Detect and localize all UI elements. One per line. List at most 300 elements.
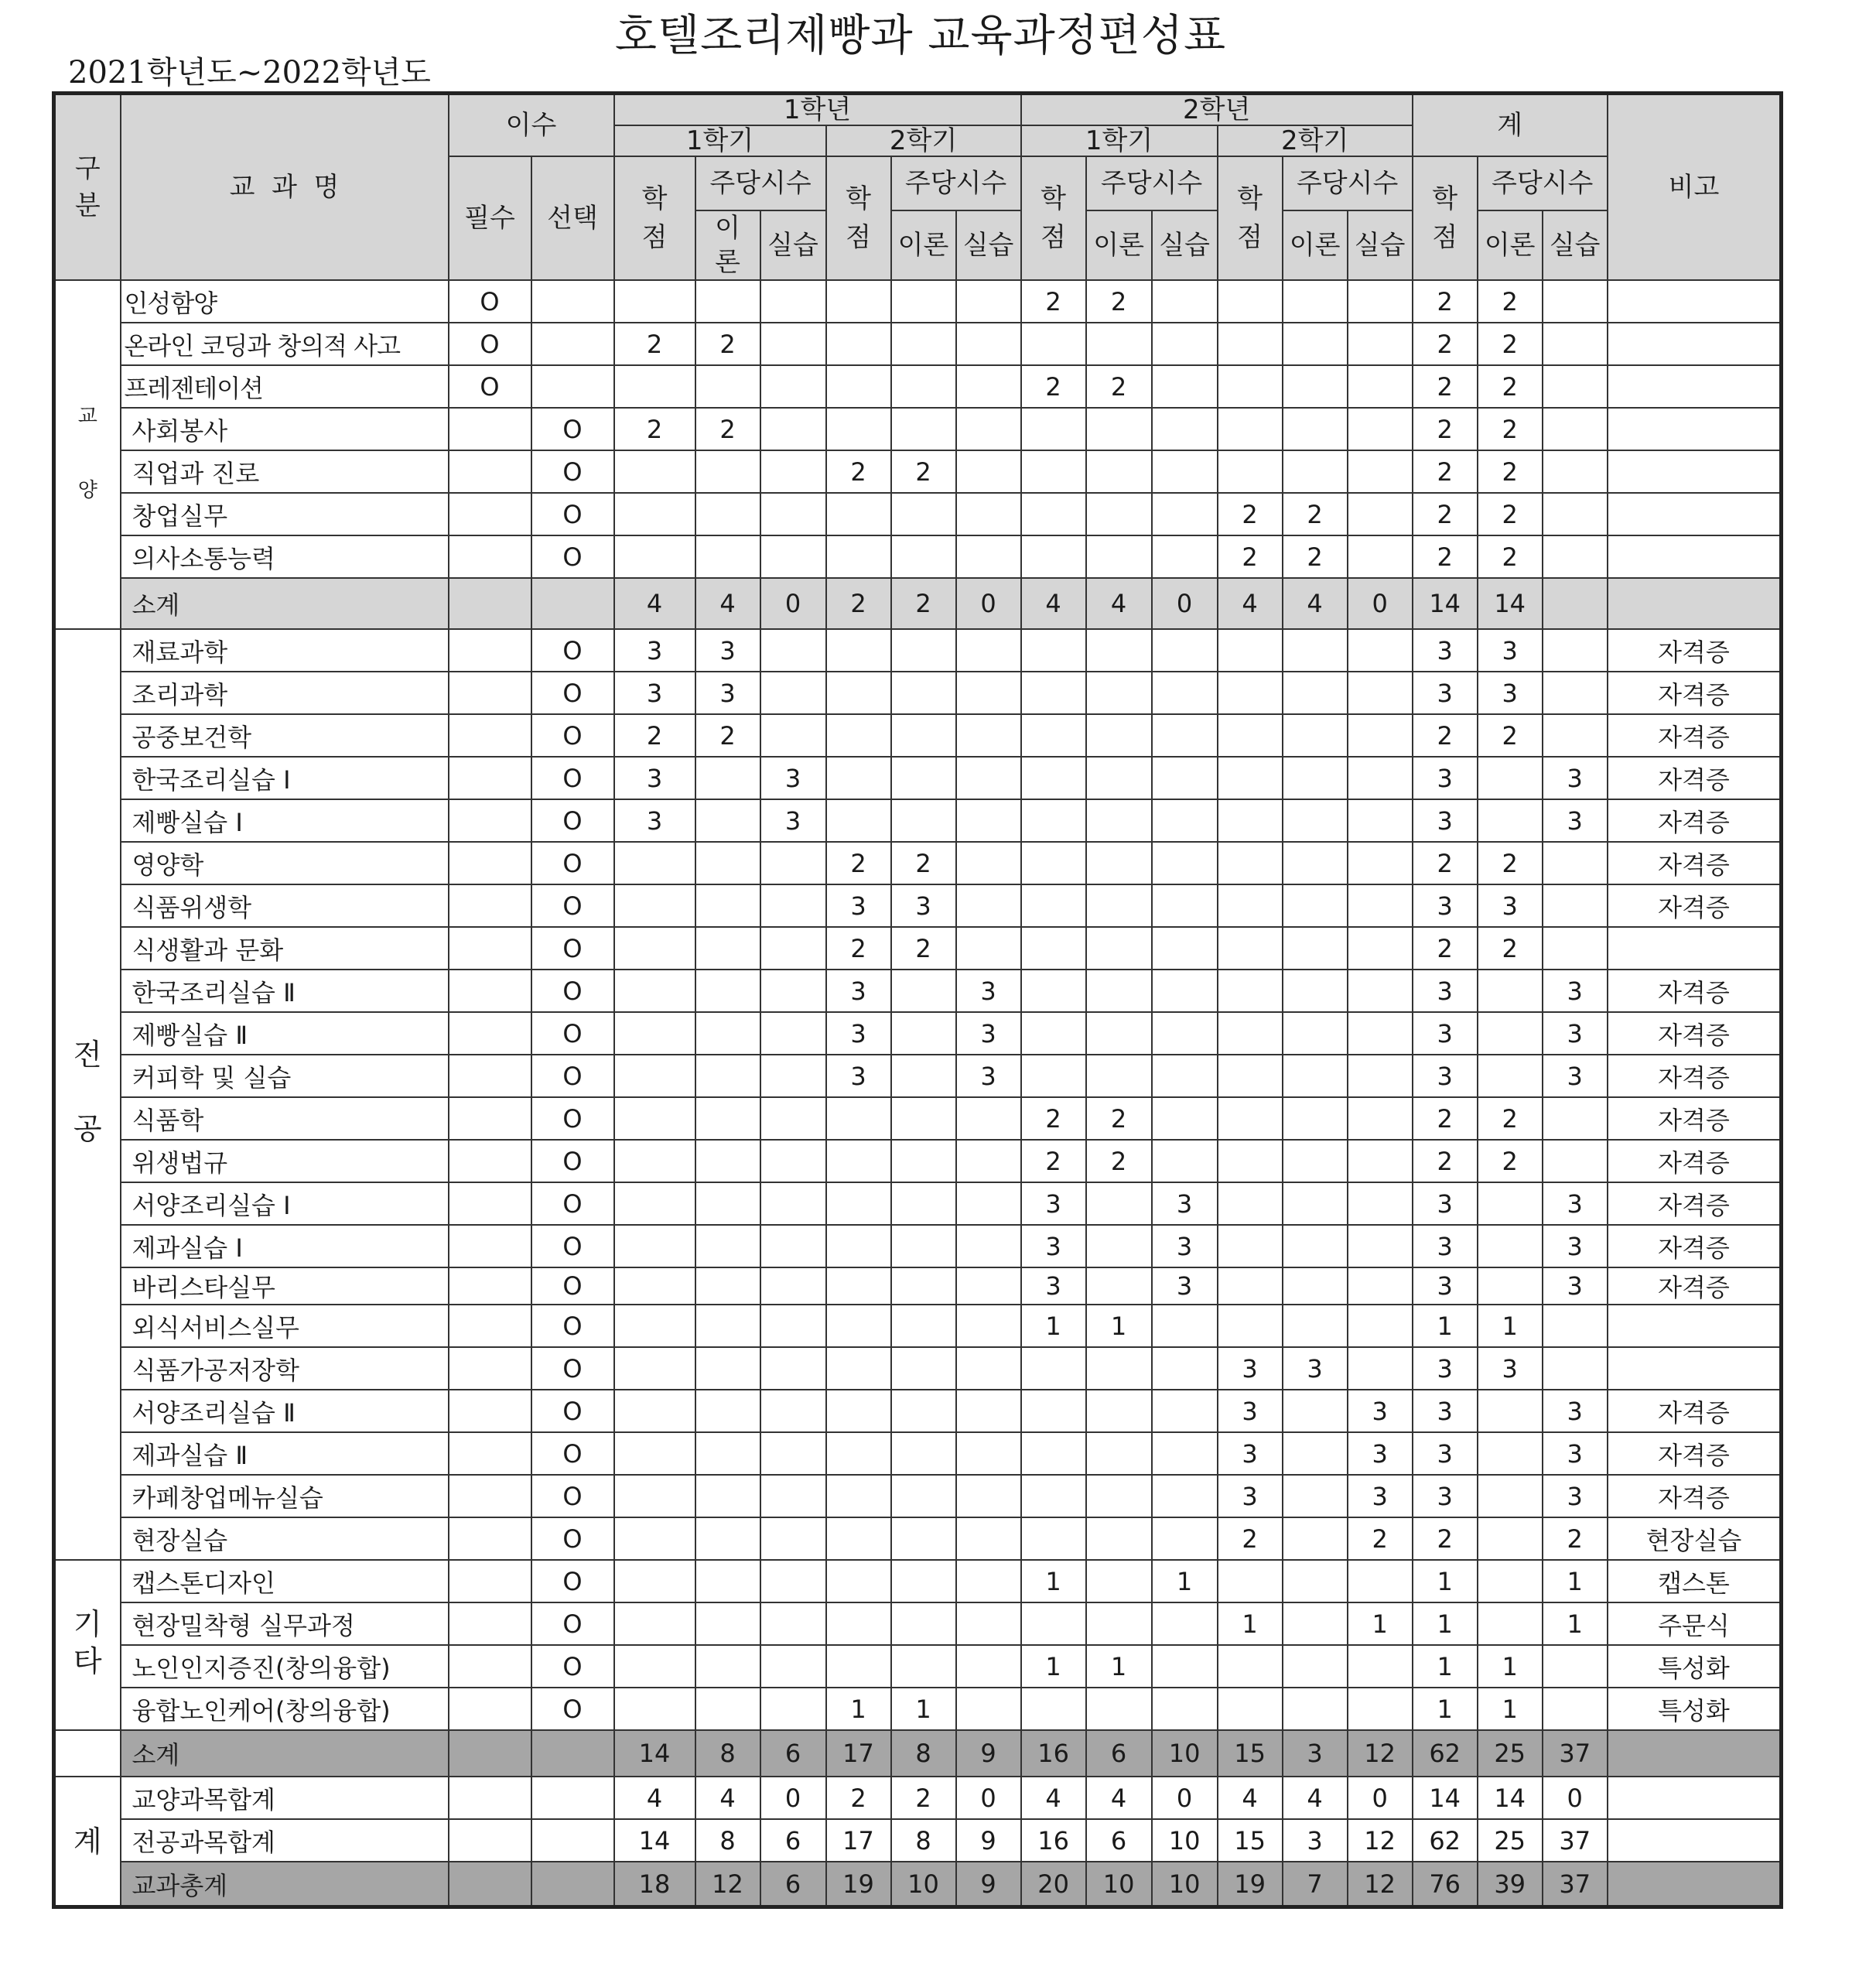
- value-cell: [695, 535, 760, 578]
- value-cell: 3: [1543, 1055, 1608, 1097]
- value-cell: 2: [1021, 365, 1086, 408]
- note-cell: [1608, 323, 1782, 365]
- value-cell: 6: [760, 1862, 826, 1907]
- value-cell: [956, 1097, 1021, 1140]
- value-cell: [1021, 450, 1086, 493]
- value-cell: 3: [760, 757, 826, 799]
- header-y1s2-weekly: 주당시수: [891, 156, 1021, 210]
- value-cell: [1283, 1560, 1348, 1602]
- value-cell: [614, 884, 695, 927]
- value-cell: [1086, 535, 1152, 578]
- value-cell: [1348, 757, 1413, 799]
- note-cell: 자격증: [1608, 1012, 1782, 1055]
- value-cell: [1152, 970, 1218, 1012]
- subject-name: 노인인지증진(창의융합): [121, 1645, 449, 1688]
- value-cell: [891, 280, 956, 323]
- subject-name: 조리과학: [121, 672, 449, 714]
- note-cell: 자격증: [1608, 1267, 1782, 1305]
- value-cell: [1152, 672, 1218, 714]
- value-cell: [1152, 927, 1218, 970]
- value-cell: 2: [1543, 1517, 1608, 1560]
- value-cell: [1478, 1560, 1543, 1602]
- note-cell: 현장실습: [1608, 1517, 1782, 1560]
- value-cell: [1086, 927, 1152, 970]
- value-cell: 1: [826, 1688, 891, 1730]
- value-cell: [760, 1182, 826, 1225]
- value-cell: 0: [760, 578, 826, 629]
- value-cell: 1: [1478, 1305, 1543, 1347]
- subject-name: 영양학: [121, 842, 449, 884]
- value-cell: [695, 1390, 760, 1432]
- value-cell: 2: [1086, 365, 1152, 408]
- value-cell: [826, 1645, 891, 1688]
- value-cell: [1021, 1347, 1086, 1390]
- header-y1s2-theory: 이론: [891, 210, 956, 280]
- value-cell: [1152, 1055, 1218, 1097]
- required-mark: [449, 1055, 531, 1097]
- page-title: 호텔조리제빵과 교육과정편성표: [614, 11, 1227, 61]
- value-cell: [956, 1517, 1021, 1560]
- value-cell: 2: [695, 323, 760, 365]
- value-cell: 3: [1413, 1475, 1478, 1517]
- value-cell: [760, 1055, 826, 1097]
- value-cell: [1543, 884, 1608, 927]
- value-cell: 62: [1413, 1819, 1478, 1862]
- value-cell: [1152, 629, 1218, 672]
- table-row: [54, 1602, 1782, 1645]
- value-cell: [891, 1140, 956, 1182]
- value-cell: 2: [1086, 1097, 1152, 1140]
- value-cell: [1152, 1012, 1218, 1055]
- table-row: [54, 629, 1782, 672]
- value-cell: 3: [1021, 1225, 1086, 1267]
- table-row: [54, 1097, 1782, 1140]
- value-cell: [1478, 970, 1543, 1012]
- value-cell: [1478, 1267, 1543, 1305]
- value-cell: [760, 280, 826, 323]
- value-cell: 2: [1283, 493, 1348, 535]
- required-mark: [449, 884, 531, 927]
- value-cell: [891, 1602, 956, 1645]
- header-y2s2-theory: 이론: [1283, 210, 1348, 280]
- table-row: [54, 1012, 1782, 1055]
- category-label: 교 양: [77, 404, 97, 502]
- value-cell: 3: [1021, 1267, 1086, 1305]
- value-cell: [826, 1560, 891, 1602]
- value-cell: [1152, 1688, 1218, 1730]
- value-cell: [1086, 970, 1152, 1012]
- value-cell: [1021, 757, 1086, 799]
- value-cell: [695, 1602, 760, 1645]
- total-label: 전공과목합계: [121, 1819, 449, 1862]
- value-cell: [1021, 1475, 1086, 1517]
- value-cell: 19: [826, 1862, 891, 1907]
- value-cell: [760, 1475, 826, 1517]
- table-row: [54, 757, 1782, 799]
- value-cell: [1283, 799, 1348, 842]
- value-cell: 1: [1413, 1688, 1478, 1730]
- value-cell: 2: [891, 842, 956, 884]
- value-cell: [695, 1305, 760, 1347]
- value-cell: 8: [695, 1819, 760, 1862]
- table-row: [54, 1560, 1782, 1602]
- value-cell: 4: [1283, 1777, 1348, 1819]
- note-cell: 자격증: [1608, 757, 1782, 799]
- value-cell: 2: [1413, 1140, 1478, 1182]
- value-cell: [695, 1475, 760, 1517]
- total-label: 교과총계: [121, 1862, 449, 1907]
- value-cell: 3: [1413, 1347, 1478, 1390]
- elective-mark: O: [531, 1347, 614, 1390]
- elective-mark: O: [531, 1305, 614, 1347]
- subject-name: 직업과 진로: [121, 450, 449, 493]
- value-cell: 3: [1543, 1390, 1608, 1432]
- value-cell: [1152, 799, 1218, 842]
- value-cell: 3: [1413, 1432, 1478, 1475]
- value-cell: 3: [614, 629, 695, 672]
- value-cell: 3: [1478, 1347, 1543, 1390]
- required-mark: [449, 1390, 531, 1432]
- value-cell: [956, 1688, 1021, 1730]
- value-cell: [614, 1645, 695, 1688]
- elective-mark: O: [531, 1055, 614, 1097]
- value-cell: [695, 1012, 760, 1055]
- value-cell: [1152, 450, 1218, 493]
- required-mark: [449, 714, 531, 757]
- value-cell: 2: [1348, 1517, 1413, 1560]
- value-cell: [1086, 1517, 1152, 1560]
- note-cell: 자격증: [1608, 842, 1782, 884]
- empty-cell: [531, 1819, 614, 1862]
- empty-cell: [449, 1730, 531, 1777]
- value-cell: 1: [1021, 1645, 1086, 1688]
- value-cell: 2: [891, 927, 956, 970]
- value-cell: [1283, 1225, 1348, 1267]
- value-cell: [891, 408, 956, 450]
- elective-mark: O: [531, 1182, 614, 1225]
- header-category: [54, 94, 121, 281]
- value-cell: 2: [614, 408, 695, 450]
- value-cell: [1218, 1688, 1283, 1730]
- required-mark: [449, 408, 531, 450]
- subject-name: 한국조리실습 Ⅱ: [121, 970, 449, 1012]
- value-cell: [1086, 450, 1152, 493]
- value-cell: [956, 1432, 1021, 1475]
- value-cell: [956, 365, 1021, 408]
- subject-name: 공중보건학: [121, 714, 449, 757]
- required-mark: [449, 1140, 531, 1182]
- elective-mark: [531, 365, 614, 408]
- value-cell: 1: [1348, 1602, 1413, 1645]
- value-cell: [1478, 1182, 1543, 1225]
- value-cell: [1218, 1267, 1283, 1305]
- note-cell: 자격증: [1608, 1182, 1782, 1225]
- elective-mark: O: [531, 1012, 614, 1055]
- value-cell: 1: [1021, 1305, 1086, 1347]
- table-row: [54, 714, 1782, 757]
- value-cell: [760, 1225, 826, 1267]
- value-cell: [1283, 1602, 1348, 1645]
- value-cell: [1086, 1347, 1152, 1390]
- value-cell: 3: [1543, 1432, 1608, 1475]
- value-cell: 1: [1021, 1560, 1086, 1602]
- required-mark: [449, 450, 531, 493]
- value-cell: [760, 884, 826, 927]
- elective-mark: O: [531, 842, 614, 884]
- table-header: [54, 94, 1782, 281]
- category-label: 기 타: [73, 1606, 102, 1678]
- value-cell: [695, 1055, 760, 1097]
- value-cell: 4: [614, 1777, 695, 1819]
- value-cell: 39: [1478, 1862, 1543, 1907]
- value-cell: [1283, 280, 1348, 323]
- value-cell: 10: [1086, 1862, 1152, 1907]
- table-row: [54, 1390, 1782, 1432]
- value-cell: [1283, 1140, 1348, 1182]
- value-cell: [1086, 1182, 1152, 1225]
- empty-cell: [1608, 1819, 1782, 1862]
- value-cell: 3: [614, 757, 695, 799]
- value-cell: [760, 714, 826, 757]
- required-mark: [449, 535, 531, 578]
- value-cell: [1348, 1182, 1413, 1225]
- value-cell: [956, 799, 1021, 842]
- elective-mark: O: [531, 714, 614, 757]
- value-cell: [956, 842, 1021, 884]
- value-cell: 14: [1478, 1777, 1543, 1819]
- value-cell: [1283, 884, 1348, 927]
- value-cell: [826, 757, 891, 799]
- subject-name: 창업실무: [121, 493, 449, 535]
- value-cell: [1021, 1517, 1086, 1560]
- value-cell: 6: [1086, 1730, 1152, 1777]
- value-cell: [1283, 1097, 1348, 1140]
- value-cell: [614, 1347, 695, 1390]
- value-cell: 4: [1086, 1777, 1152, 1819]
- value-cell: [891, 1225, 956, 1267]
- value-cell: [956, 927, 1021, 970]
- value-cell: [1218, 757, 1283, 799]
- value-cell: [956, 1182, 1021, 1225]
- table-row: [54, 672, 1782, 714]
- header-total-weekly: 주당시수: [1478, 156, 1608, 210]
- value-cell: 2: [1413, 323, 1478, 365]
- value-cell: [760, 493, 826, 535]
- value-cell: 3: [1283, 1730, 1348, 1777]
- value-cell: [695, 970, 760, 1012]
- table-row: [54, 535, 1782, 578]
- value-cell: [826, 1390, 891, 1432]
- value-cell: [614, 842, 695, 884]
- empty-cell: [449, 1862, 531, 1907]
- value-cell: [1543, 578, 1608, 629]
- value-cell: 1: [1413, 1645, 1478, 1688]
- value-cell: [1152, 1602, 1218, 1645]
- value-cell: 3: [1283, 1819, 1348, 1862]
- value-cell: [1218, 323, 1283, 365]
- value-cell: 10: [891, 1862, 956, 1907]
- value-cell: 8: [891, 1730, 956, 1777]
- note-cell: 자격증: [1608, 799, 1782, 842]
- value-cell: 3: [956, 1055, 1021, 1097]
- value-cell: [760, 1097, 826, 1140]
- value-cell: 2: [1478, 714, 1543, 757]
- elective-mark: O: [531, 1225, 614, 1267]
- table-row: [54, 280, 1782, 323]
- value-cell: 6: [760, 1819, 826, 1862]
- value-cell: [1218, 365, 1283, 408]
- value-cell: 2: [1478, 280, 1543, 323]
- value-cell: 2: [1478, 365, 1543, 408]
- value-cell: [956, 629, 1021, 672]
- value-cell: 4: [695, 578, 760, 629]
- value-cell: [614, 450, 695, 493]
- note-cell: 자격증: [1608, 672, 1782, 714]
- value-cell: 3: [956, 970, 1021, 1012]
- value-cell: [1021, 408, 1086, 450]
- value-cell: 12: [1348, 1862, 1413, 1907]
- table-row: [54, 884, 1782, 927]
- value-cell: [1543, 1097, 1608, 1140]
- value-cell: 0: [1348, 578, 1413, 629]
- value-cell: 2: [1413, 842, 1478, 884]
- required-mark: [449, 1560, 531, 1602]
- note-cell: 자격증: [1608, 1055, 1782, 1097]
- header-category-text: 구 분: [74, 153, 101, 221]
- value-cell: [891, 1390, 956, 1432]
- required-mark: [449, 1517, 531, 1560]
- value-cell: 2: [1478, 1097, 1543, 1140]
- required-mark: [449, 629, 531, 672]
- required-mark: [449, 1012, 531, 1055]
- value-cell: [1348, 1645, 1413, 1688]
- subject-name: 재료과학: [121, 629, 449, 672]
- value-cell: [1348, 842, 1413, 884]
- value-cell: [1348, 1305, 1413, 1347]
- value-cell: [1218, 714, 1283, 757]
- required-mark: [449, 1645, 531, 1688]
- value-cell: [956, 1645, 1021, 1688]
- value-cell: 2: [1413, 535, 1478, 578]
- value-cell: [826, 1475, 891, 1517]
- value-cell: [826, 323, 891, 365]
- value-cell: [826, 535, 891, 578]
- value-cell: [1478, 757, 1543, 799]
- table-row: [54, 799, 1782, 842]
- value-cell: [760, 1347, 826, 1390]
- value-cell: [956, 1602, 1021, 1645]
- value-cell: [1478, 799, 1543, 842]
- value-cell: [1543, 493, 1608, 535]
- value-cell: 3: [891, 884, 956, 927]
- value-cell: 3: [1152, 1182, 1218, 1225]
- value-cell: 10: [1152, 1819, 1218, 1862]
- elective-mark: O: [531, 1432, 614, 1475]
- value-cell: [1152, 1475, 1218, 1517]
- value-cell: 0: [760, 1777, 826, 1819]
- note-cell: 자격증: [1608, 1432, 1782, 1475]
- required-mark: [449, 757, 531, 799]
- value-cell: 16: [1021, 1730, 1086, 1777]
- table-row: [54, 323, 1782, 365]
- value-cell: [956, 1347, 1021, 1390]
- value-cell: [826, 1140, 891, 1182]
- value-cell: 2: [891, 450, 956, 493]
- value-cell: [891, 493, 956, 535]
- required-mark: [449, 1475, 531, 1517]
- value-cell: [760, 1688, 826, 1730]
- value-cell: [1086, 1012, 1152, 1055]
- value-cell: 1: [1543, 1560, 1608, 1602]
- value-cell: [891, 323, 956, 365]
- value-cell: [1152, 1432, 1218, 1475]
- value-cell: 2: [1021, 1140, 1086, 1182]
- elective-mark: O: [531, 1475, 614, 1517]
- elective-mark: O: [531, 1602, 614, 1645]
- empty-cell: [531, 1777, 614, 1819]
- value-cell: [1283, 757, 1348, 799]
- elective-mark: O: [531, 757, 614, 799]
- note-cell: [1608, 280, 1782, 323]
- value-cell: [1283, 1305, 1348, 1347]
- value-cell: 2: [1478, 842, 1543, 884]
- academic-year-label: 2021학년도~2022학년도: [68, 55, 431, 91]
- value-cell: [891, 672, 956, 714]
- empty-cell: [531, 1730, 614, 1777]
- value-cell: [1283, 1517, 1348, 1560]
- value-cell: [891, 629, 956, 672]
- value-cell: 37: [1543, 1730, 1608, 1777]
- subject-name: 커피학 및 실습: [121, 1055, 449, 1097]
- value-cell: [614, 1305, 695, 1347]
- value-cell: [891, 1645, 956, 1688]
- value-cell: [891, 714, 956, 757]
- header-total-theory: 이론: [1478, 210, 1543, 280]
- value-cell: 3: [1413, 757, 1478, 799]
- value-cell: 3: [1283, 1347, 1348, 1390]
- value-cell: 4: [1021, 1777, 1086, 1819]
- value-cell: [1086, 408, 1152, 450]
- value-cell: [1348, 535, 1413, 578]
- value-cell: 14: [1413, 1777, 1478, 1819]
- value-cell: [891, 799, 956, 842]
- value-cell: 3: [695, 629, 760, 672]
- value-cell: [1478, 1517, 1543, 1560]
- value-cell: 2: [1413, 493, 1478, 535]
- value-cell: [695, 799, 760, 842]
- subtotal-label: 소계: [121, 578, 449, 629]
- value-cell: 3: [1413, 1012, 1478, 1055]
- value-cell: 25: [1478, 1730, 1543, 1777]
- value-cell: [1283, 450, 1348, 493]
- value-cell: [1348, 672, 1413, 714]
- value-cell: 9: [956, 1819, 1021, 1862]
- value-cell: 4: [1218, 578, 1283, 629]
- value-cell: 1: [1543, 1602, 1608, 1645]
- value-cell: [1152, 842, 1218, 884]
- value-cell: [956, 1305, 1021, 1347]
- value-cell: [1021, 672, 1086, 714]
- value-cell: [1152, 535, 1218, 578]
- value-cell: [760, 1602, 826, 1645]
- value-cell: [1478, 1225, 1543, 1267]
- value-cell: [1086, 842, 1152, 884]
- value-cell: 3: [1413, 799, 1478, 842]
- value-cell: 2: [1478, 493, 1543, 535]
- table-row: [54, 1475, 1782, 1517]
- value-cell: [1283, 365, 1348, 408]
- category-label: 계: [73, 1824, 102, 1859]
